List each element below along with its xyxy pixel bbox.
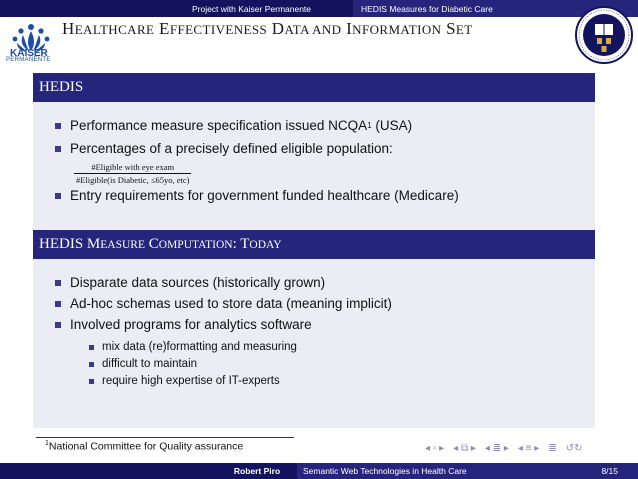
list-item: Entry requirements for government funded healthcare (Medicare) <box>55 188 459 203</box>
measure-computation-heading: HEDIS M EASURE C OMPUTATION : T ODAY <box>33 230 595 259</box>
hedis-block-body <box>33 102 595 239</box>
logo-wordmark: KAISER <box>10 48 48 59</box>
measure-computation-block <box>33 230 595 428</box>
nav-search-icon[interactable]: ↺↻ <box>565 443 583 454</box>
header-bar <box>0 0 638 17</box>
footer-bar <box>0 463 638 479</box>
hedis-block-heading: HEDIS <box>33 73 595 102</box>
bullet-icon <box>55 280 61 286</box>
footer-author: Robert Piro <box>217 463 297 479</box>
footer-talk: Semantic Web Technologies in Health Care 8/15 <box>297 463 638 479</box>
section-link[interactable]: Project with Kaiser Permanente <box>0 0 353 17</box>
list-item: Ad-hoc schemas used to store data (meaning implicit) <box>55 296 392 311</box>
page-title: HEALTHCARE EFFECTIVENESS DATA AND INFORMATION SET <box>62 19 473 38</box>
university-seal-icon <box>574 5 634 65</box>
beamer-navigation <box>425 443 582 454</box>
bullet-icon <box>89 379 94 384</box>
bullet-icon <box>55 322 61 328</box>
bullet-icon <box>55 146 61 152</box>
footnote-rule <box>36 437 294 438</box>
hedis-block <box>33 73 595 239</box>
bullet-icon <box>89 362 94 367</box>
sub-list-item: mix data (re)formatting and measuring <box>89 341 297 353</box>
page-number: 8/15 <box>601 466 618 476</box>
footer-left-spacer <box>0 463 217 479</box>
bullet-icon <box>89 345 94 350</box>
list-item: Performance measure specification issued NCQA 1 (USA) <box>55 118 412 133</box>
bullet-icon <box>55 301 61 307</box>
list-item: Disparate data sources (historically grown) <box>55 275 325 290</box>
bullet-icon <box>55 193 61 199</box>
nav-prev-section-icon[interactable]: ◂ ≣ ▸ <box>484 443 509 454</box>
sub-list-item: difficult to maintain <box>89 358 197 370</box>
nav-align-icon[interactable]: ≣ <box>548 443 557 454</box>
nav-prev-frame-icon[interactable]: ◂ ▫ ▸ <box>425 443 445 454</box>
list-item: Involved programs for analytics software <box>55 317 312 332</box>
bullet-icon <box>55 123 61 129</box>
nav-prev-slide-icon[interactable]: ◂ ≡ ▸ <box>517 443 540 454</box>
fraction-bar <box>74 173 191 174</box>
footnote: $^1$National Committee for Quality assurance <box>45 440 244 453</box>
measure-computation-body <box>33 259 595 428</box>
sub-list-item: require high expertise of IT-experts <box>89 375 280 387</box>
subsection-link[interactable]: HEDIS Measures for Diabetic Care <box>353 0 638 17</box>
list-item: Percentages of a precisely defined eligible population: <box>55 141 393 156</box>
eligibility-fraction: #Eligible with eye exam #Eligible(is Diabetic, ≤65yo, etc) <box>76 162 190 185</box>
nav-prev-subsection-icon[interactable]: ◂ ⧉ ▸ <box>453 443 476 454</box>
logo-subtext: PERMANENTE <box>6 57 51 63</box>
